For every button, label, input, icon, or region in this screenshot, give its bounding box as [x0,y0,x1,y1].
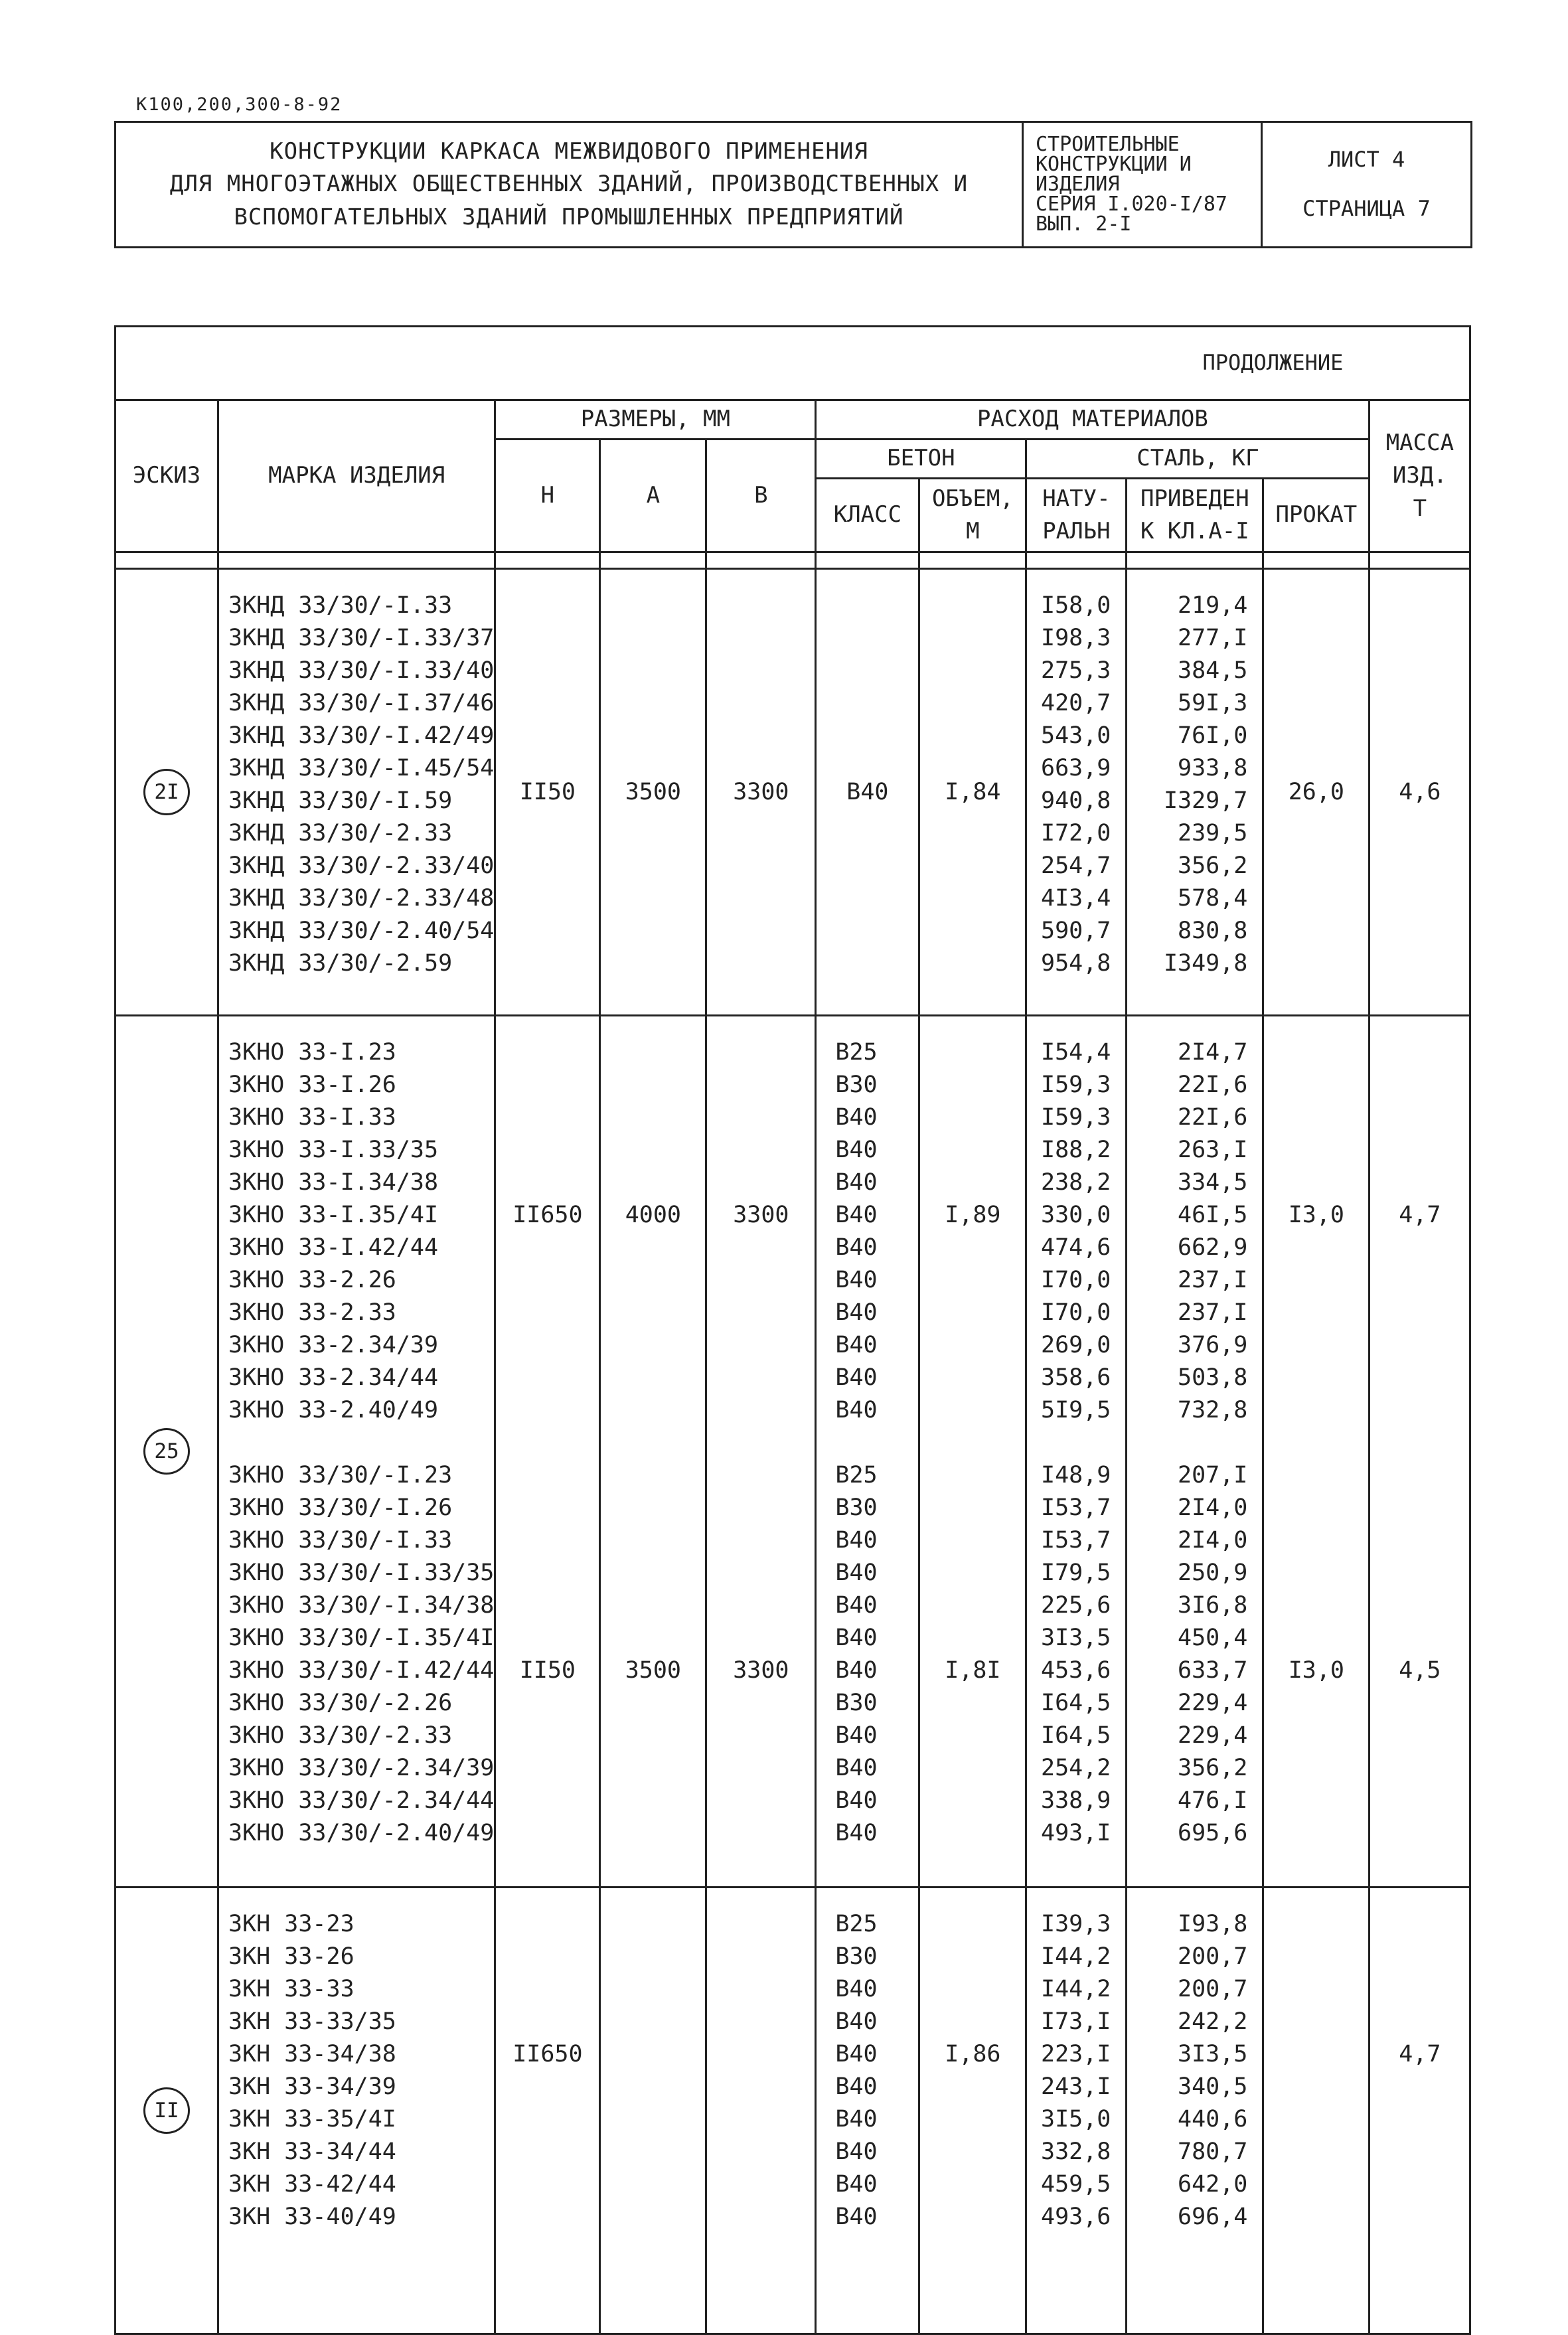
column-sketch: ЭСКИЗ [116,400,218,552]
value: В40 [835,1722,878,1749]
class-values [816,1888,919,2334]
value: 275,3 [1041,657,1111,684]
list-item: ЗКНД 33/30/-I.45/54 [228,755,495,781]
value: 3I5,0 [1041,2106,1111,2133]
mass-values [1370,1016,1470,1888]
value: В40 [835,2008,878,2035]
list-item: ЗКН 33-34/38 [228,2041,396,2067]
mass-header-line: МАССА [1385,430,1454,457]
volume-values [919,1016,1026,1888]
value: В40 [835,2138,878,2165]
column-h: Н [495,440,600,552]
column-concrete: БЕТОН [816,440,1026,479]
column-sizes: РАЗМЕРЫ, ММ [495,400,816,440]
sketch-ref-II: II [143,2087,190,2134]
h-value: II650 [512,2041,583,2067]
value: I59,3 [1041,1072,1111,1098]
value: 207,I [1178,1462,1248,1489]
value: 225,6 [1041,1592,1111,1619]
value: 334,5 [1178,1169,1248,1196]
natural-header-line: РАЛЬН [1042,518,1111,544]
value: I79,5 [1041,1560,1111,1586]
h-values [495,1888,600,2334]
value: В40 [835,2041,878,2067]
value: 338,9 [1041,1787,1111,1814]
value: В40 [835,1267,878,1293]
sketch-cell [116,1016,218,1888]
value: 940,8 [1041,787,1111,814]
class-value: В40 [816,569,919,1016]
h-value: II650 [512,1202,583,1228]
list-item: ЗКНД 33/30/-I.42/49 [228,722,495,749]
volume-header-line: М [966,518,980,544]
value: В40 [835,1137,878,1163]
h-value: II50 [495,569,600,1016]
value: 358,6 [1041,1364,1111,1391]
value: 254,2 [1041,1755,1111,1781]
value: I98,3 [1041,625,1111,651]
list-item: ЗКНО 33/30/-I.42/44 [228,1657,495,1684]
list-item: ЗКНД 33/30/-I.37/46 [228,690,495,716]
value: 5I9,5 [1041,1397,1111,1423]
column-rolled: ПРОКАТ [1263,479,1370,552]
volume-values [919,1888,1026,2334]
value: В40 [835,1755,878,1781]
list-item: ЗКН 33-26 [228,1943,354,1970]
value: 243,I [1041,2073,1111,2100]
value: В40 [835,1787,878,1814]
sketch-ref-21: 2I [143,769,190,815]
sheet-cell [1262,122,1472,248]
value: В40 [835,1657,878,1684]
value: I44,2 [1041,1943,1111,1970]
h-value: II50 [519,1657,576,1684]
value: В40 [835,1976,878,2002]
title-cell [116,122,1023,248]
value: В25 [835,1911,878,1937]
value: I59,3 [1041,1104,1111,1131]
title-line: КОНСТРУКЦИИ КАРКАСА МЕЖВИДОВОГО ПРИМЕНЕНИЯ [270,138,868,165]
sheet-number: ЛИСТ 4 [1328,147,1405,173]
column-natural [1026,479,1127,552]
list-item: ЗКН 33-34/44 [228,2138,396,2165]
value: 59I,3 [1178,690,1248,716]
marks-cell [218,1016,495,1888]
list-item: ЗКН 33-42/44 [228,2171,396,2198]
value: В40 [835,1560,878,1586]
value: I53,7 [1041,1527,1111,1554]
b-values [706,1016,816,1888]
value: В40 [835,1332,878,1358]
value: 933,8 [1178,755,1248,781]
value: I329,7 [1163,787,1248,814]
value: 642,0 [1178,2171,1248,2198]
sketch-cell [116,1888,218,2334]
value: 440,6 [1178,2106,1248,2133]
reduced-header-line: ПРИВЕДЕН [1140,485,1249,512]
natural-values [1026,1016,1127,1888]
list-item: ЗКНО 33-I.26 [228,1072,396,1098]
value: 3I3,5 [1041,1625,1111,1651]
series-cell [1023,122,1262,248]
value: I58,0 [1041,592,1111,619]
list-item: ЗКНО 33/30/-2.33 [228,1722,453,1749]
group-row-21 [116,569,1470,1016]
value: 2I4,0 [1178,1527,1248,1554]
series-line: КОНСТРУКЦИИ И [1036,153,1192,176]
marks-cell [218,1888,495,2334]
value: 254,7 [1041,852,1111,879]
title-block [114,121,1472,248]
natural-header-line: НАТУ- [1042,485,1111,512]
series-line: СЕРИЯ I.020-I/87 [1036,193,1227,216]
reduced-header-line: К КЛ.А-I [1140,518,1249,544]
volume-value: I,89 [945,1202,1001,1228]
list-item: ЗКНО 33/30/-I.26 [228,1494,453,1521]
value: 3I6,8 [1178,1592,1248,1619]
class-values [816,1016,919,1888]
value: В40 [835,1234,878,1261]
value: В40 [835,1397,878,1423]
list-item: ЗКНО 33/30/-2.34/39 [228,1755,495,1781]
list-item: ЗКНО 33-I.33 [228,1104,396,1131]
series-line: ВЫП. 2-I [1036,212,1132,236]
list-item: ЗКНО 33/30/-I.34/38 [228,1592,495,1619]
sketch-cell [116,569,218,1016]
list-item: ЗКНО 33-2.34/39 [228,1332,439,1358]
value: 696,4 [1178,2204,1248,2230]
value: I72,0 [1041,820,1111,846]
group-row-25 [116,1016,1470,1888]
value: В40 [835,2171,878,2198]
list-item: ЗКНД 33/30/-I.33 [228,592,453,619]
group-row-II [116,1888,1470,2334]
rolled-value: I3,0 [1288,1657,1345,1684]
list-item: ЗКНД 33/30/-2.33/48 [228,885,495,912]
value: 242,2 [1178,2008,1248,2035]
value: I73,I [1041,2008,1111,2035]
value: I349,8 [1163,950,1248,977]
list-item: ЗКН 33-23 [228,1911,354,1937]
value: I54,4 [1041,1039,1111,1066]
list-item: ЗКНО 33/30/-I.23 [228,1462,453,1489]
value: 830,8 [1178,918,1248,944]
value: I70,0 [1041,1267,1111,1293]
document-code: К100,200,300-8-92 [136,94,343,115]
value: I39,3 [1041,1911,1111,1937]
value: В40 [835,1299,878,1326]
column-a: А [600,440,706,552]
value: 22I,6 [1178,1104,1248,1131]
list-item: ЗКНО 33/30/-2.34/44 [228,1787,495,1814]
value: 732,8 [1178,1397,1248,1423]
value: 200,7 [1178,1976,1248,2002]
list-item: ЗКНО 33-2.26 [228,1267,396,1293]
value: 237,I [1178,1299,1248,1326]
value: 633,7 [1178,1657,1248,1684]
volume-value: I,8I [945,1657,1001,1684]
series-line: СТРОИТЕЛЬНЫЕ [1036,133,1180,156]
mass-values [1370,1888,1470,2334]
value: 954,8 [1041,950,1111,977]
value: 229,4 [1178,1722,1248,1749]
h-values [495,1016,600,1888]
list-item: ЗКНО 33/30/-2.40/49 [228,1820,495,1846]
rolled-value: 26,0 [1263,569,1370,1016]
value: 332,8 [1041,2138,1111,2165]
mass-header-line: Т [1413,495,1427,522]
value: В40 [835,2204,878,2230]
value: В30 [835,1690,878,1716]
value: 340,5 [1178,2073,1248,2100]
mass-value: 4,7 [1399,1202,1441,1228]
list-item: ЗКНО 33-I.34/38 [228,1169,439,1196]
value: В40 [835,1364,878,1391]
value: 4I3,4 [1041,885,1111,912]
value: I93,8 [1178,1911,1248,1937]
list-item: ЗКНО 33-2.34/44 [228,1364,439,1391]
volume-value: I,84 [919,569,1026,1016]
natural-values [1026,569,1127,1016]
title-line: ВСПОМОГАТЕЛЬНЫХ ЗДАНИЙ ПРОМЫШЛЕННЫХ ПРЕДПРИЯТИЙ [234,203,904,230]
list-item: ЗКН 33-33 [228,1976,354,2002]
value: 459,5 [1041,2171,1111,2198]
value: 223,I [1041,2041,1111,2067]
a-value: 3500 [625,1657,682,1684]
value: 493,I [1041,1820,1111,1846]
value: 420,7 [1041,690,1111,716]
list-item: ЗКН 33-40/49 [228,2204,396,2230]
value: 3I3,5 [1178,2041,1248,2067]
value: 76I,0 [1178,722,1248,749]
value: 238,2 [1041,1169,1111,1196]
value: 503,8 [1178,1364,1248,1391]
value: В40 [835,1820,878,1846]
value: I88,2 [1041,1137,1111,1163]
value: 476,I [1178,1787,1248,1814]
list-item: ЗКНО 33-I.23 [228,1039,396,1066]
volume-header-line: ОБЪЕМ, [931,485,1014,512]
value: 780,7 [1178,2138,1248,2165]
value: 237,I [1178,1267,1248,1293]
value: I48,9 [1041,1462,1111,1489]
value: 22I,6 [1178,1072,1248,1098]
continuation-row [116,327,1470,400]
a-value: 4000 [625,1202,682,1228]
b-empty [706,1888,816,2334]
value: В40 [835,1202,878,1228]
value: 578,4 [1178,885,1248,912]
a-value: 3500 [600,569,706,1016]
column-class: КЛАСС [816,479,919,552]
mass-header-line: ИЗД. [1392,462,1447,489]
column-b: В [706,440,816,552]
column-mark: МАРКА ИЗДЕЛИЯ [218,400,495,552]
value: 277,I [1178,625,1248,651]
list-item: ЗКНД 33/30/-I.59 [228,787,453,814]
value: 474,6 [1041,1234,1111,1261]
value: 450,4 [1178,1625,1248,1651]
a-empty [600,1888,706,2334]
reduced-values [1127,1016,1263,1888]
reduced-values [1127,1888,1263,2334]
value: 263,I [1178,1137,1248,1163]
value: 200,7 [1178,1943,1248,1970]
value: 384,5 [1178,657,1248,684]
column-steel: СТАЛЬ, КГ [1026,440,1370,479]
continuation-label: ПРОДОЛЖЕНИЕ [1202,350,1344,376]
value: В40 [835,1169,878,1196]
value: В25 [835,1039,878,1066]
value: I64,5 [1041,1722,1111,1749]
b-value: 3300 [733,1657,789,1684]
b-value: 3300 [706,569,816,1016]
reduced-values [1127,569,1263,1016]
value: I70,0 [1041,1299,1111,1326]
value: 2I4,7 [1178,1039,1248,1066]
value: В40 [835,1625,878,1651]
column-materials: РАСХОД МАТЕРИАЛОВ [816,400,1370,440]
value: 269,0 [1041,1332,1111,1358]
list-item: ЗКНО 33-I.33/35 [228,1137,439,1163]
list-item: ЗКН 33-34/39 [228,2073,396,2100]
value: 250,9 [1178,1560,1248,1586]
list-item: ЗКНО 33/30/-I.35/4I [228,1625,495,1651]
materials-table [114,325,1471,2335]
list-item: ЗКНО 33-I.42/44 [228,1234,439,1261]
value: В30 [835,1072,878,1098]
value: В40 [835,2106,878,2133]
value: 695,6 [1178,1820,1248,1846]
value: В40 [835,1592,878,1619]
rolled-value: I3,0 [1288,1202,1345,1228]
list-item: ЗКН 33-33/35 [228,2008,396,2035]
list-item: ЗКНД 33/30/-2.33/40 [228,852,495,879]
value: I53,7 [1041,1494,1111,1521]
column-mass [1370,400,1470,552]
value: В30 [835,1943,878,1970]
sketch-ref-25: 25 [143,1428,190,1475]
marks-cell [218,569,495,1016]
mass-value: 4,5 [1399,1657,1441,1684]
volume-value: I,86 [945,2041,1001,2067]
value: 543,0 [1041,722,1111,749]
list-item: ЗКНД 33/30/-I.33/40 [228,657,495,684]
list-item: ЗКНО 33/30/-2.26 [228,1690,453,1716]
value: 46I,5 [1178,1202,1248,1228]
list-item: ЗКНО 33-2.40/49 [228,1397,439,1423]
list-item: ЗКНО 33-I.35/4I [228,1202,439,1228]
list-item: ЗКН 33-35/4I [228,2106,396,2133]
column-reduced [1127,479,1263,552]
rolled-empty [1263,1888,1370,2334]
value: В30 [835,1494,878,1521]
value: 590,7 [1041,918,1111,944]
mass-value: 4,6 [1370,569,1470,1016]
value: I44,2 [1041,1976,1111,2002]
series-line: ИЗДЕЛИЯ [1036,173,1120,196]
value: 356,2 [1178,1755,1248,1781]
value: 453,6 [1041,1657,1111,1684]
value: 376,9 [1178,1332,1248,1358]
value: 229,4 [1178,1690,1248,1716]
list-item: ЗКНД 33/30/-I.33/37 [228,625,495,651]
list-item: ЗКНД 33/30/-2.59 [228,950,453,977]
a-values [600,1016,706,1888]
column-volume [919,479,1026,552]
list-item: ЗКНД 33/30/-2.33 [228,820,453,846]
rolled-values [1263,1016,1370,1888]
natural-values [1026,1888,1127,2334]
value: I64,5 [1041,1690,1111,1716]
value: 356,2 [1178,852,1248,879]
value: 219,4 [1178,592,1248,619]
value: 662,9 [1178,1234,1248,1261]
value: В25 [835,1462,878,1489]
list-item: ЗКНД 33/30/-2.40/54 [228,918,495,944]
value: В40 [835,1104,878,1131]
list-item: ЗКНО 33/30/-I.33 [228,1527,453,1554]
value: 239,5 [1178,820,1248,846]
b-value: 3300 [733,1202,789,1228]
page-number: СТРАНИЦА 7 [1302,196,1431,221]
value: В40 [835,2073,878,2100]
list-item: ЗКНО 33/30/-I.33/35 [228,1560,495,1586]
value: 2I4,0 [1178,1494,1248,1521]
value: 330,0 [1041,1202,1111,1228]
list-item: ЗКНО 33-2.33 [228,1299,396,1326]
title-line: ДЛЯ МНОГОЭТАЖНЫХ ОБЩЕСТВЕННЫХ ЗДАНИЙ, ПРОИЗВОДСТВЕННЫХ И [169,171,969,198]
value: 493,6 [1041,2204,1111,2230]
mass-value: 4,7 [1399,2041,1441,2067]
value: 663,9 [1041,755,1111,781]
value: В40 [835,1527,878,1554]
